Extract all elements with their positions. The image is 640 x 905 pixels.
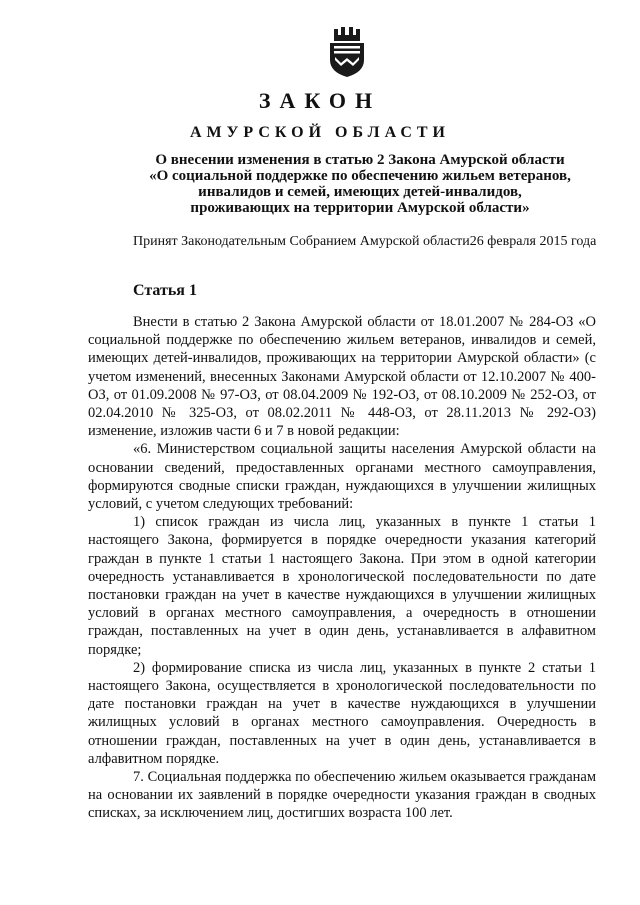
body-paragraph: 2) формирование списка из числа лиц, указанных в пункте 2 статьи 1 настоящего Закона, осуществляется в хронологической последовательности по дате постановки граждан на учет в качестве нуждающихся в улучшении жилищных условий в органах местного самоуправления. Очередность в отношении граждан, поставленных на учет в один день, устанавливается в алфавитном порядке.	[88, 659, 596, 767]
body-paragraph: 1) список граждан из числа лиц, указанных в пункте 1 статьи 1 настоящего Закона, формируется в порядке очередности указания категорий граждан в пункте 1 статьи 1 настоящего Закона. При этом в одной категории очередность устанавливается в хронологической последовательности по дате постановки граждан на учет в качестве нуждающихся в улучшении жилищных условий в органах местного самоуправления, а очередность в отношении граждан, поставленных на учет в один день, устанавливается в алфавитном порядке;	[88, 514, 596, 658]
law-heading-line: инвалидов и семей, имеющих детей-инвалидов,	[198, 184, 522, 200]
law-heading	[110, 152, 610, 216]
amur-region-coat-of-arms-icon	[325, 26, 369, 78]
adoption-line	[133, 234, 595, 250]
article-title: Статья 1	[133, 282, 197, 299]
article-body	[88, 313, 596, 823]
law-heading-line: проживающих на территории Амурской области»	[190, 200, 530, 216]
law-heading-line: О внесении изменения в статью 2 Закона Амурской области	[155, 152, 565, 168]
adopted-date: 26 февраля 2015 года	[469, 234, 597, 249]
body-paragraph: Внести в статью 2 Закона Амурской области от 18.01.2007 № 284-ОЗ «О социальной поддержке по обеспечению жильем ветеранов, инвалидов и семей, имеющих детей-инвалидов, проживающих на территории Амурской области» (с учетом изменений, внесенных Законами Амурской области от 12.10.2007 № 400-ОЗ, от 01.09.2008 № 97-ОЗ, от 08.04.2009 № 192-ОЗ, от 08.10.2009 № 252-ОЗ, от 02.04.2010 № 325-ОЗ, от 08.02.2011 № 448-ОЗ, от 28.11.2013 № 292-ОЗ) изменение, изложив части 6 и 7 в новой редакции:	[88, 314, 596, 440]
body-paragraph: «6. Министерством социальной защиты населения Амурской области на основании сведений, предоставленных органами местного самоуправления, формируются сводные списки граждан, нуждающихся в улучшении жилищных условий, с учетом следующих требований:	[88, 441, 596, 513]
body-paragraph: 7. Социальная поддержка по обеспечению жильем оказывается гражданам на основании их заявлений в порядке очередности указания граждан в сводных списках, за исключением лиц, достигших возраста 100 лет.	[88, 769, 596, 822]
adopted-by-text: Принят Законодательным Собранием Амурской области	[133, 234, 470, 249]
law-heading-line: «О социальной поддержке по обеспечению жильем ветеранов,	[149, 168, 571, 184]
law-title: ЗАКОН	[258, 88, 382, 113]
region-subtitle: АМУРСКОЙ ОБЛАСТИ	[190, 124, 450, 141]
